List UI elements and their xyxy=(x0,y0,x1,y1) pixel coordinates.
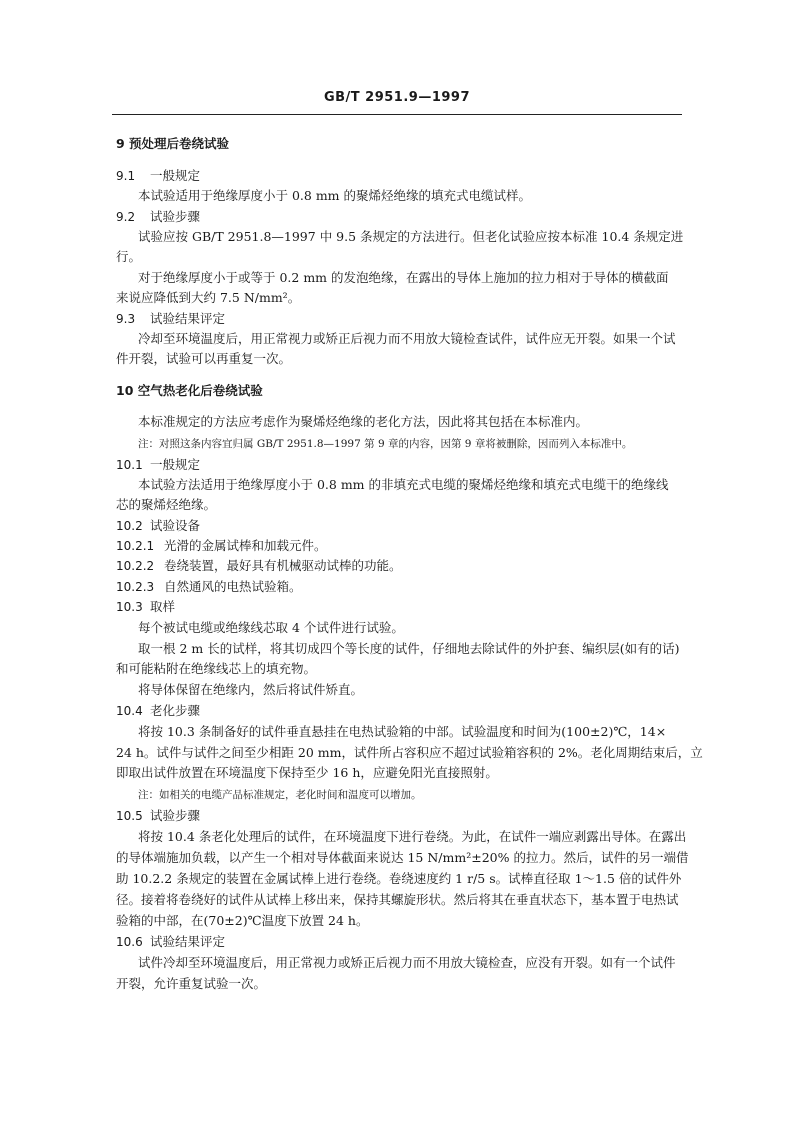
paragraph-line: 试件冷却至环境温度后，用正常视力或矫正后视力而不用放大镜检查，应没有开裂。如有一个试件 xyxy=(138,955,676,970)
paragraph: 将导体保留在绝缘内，然后将试件矫直。 xyxy=(138,682,364,697)
clause-number: 10.2 xyxy=(116,519,143,533)
paragraph-line: 对于绝缘厚度小于或等于 0.2 mm 的发泡绝缘，在露出的导体上施加的拉力相对于导体的横截面 xyxy=(138,270,669,285)
paragraph-line: 冷却至环境温度后，用正常视力或矫正后视力而不用放大镜检查试件，试件应无开裂。如果一个试 xyxy=(138,331,676,346)
section-9-title: 9 预处理后卷绕试验 xyxy=(116,136,230,151)
section-10-title: 10 空气热老化后卷绕试验 xyxy=(116,383,263,398)
clause-10-2-1 xyxy=(116,538,327,554)
clause-title: 卷绕装置，最好具有机械驱动试棒的功能。 xyxy=(164,558,402,573)
clause-number: 10.6 xyxy=(116,935,143,949)
clause-title: 取样 xyxy=(150,599,176,614)
clause-number: 10.2.3 xyxy=(116,580,155,594)
paragraph-line: 件开裂，试验可以再重复一次。 xyxy=(116,351,292,366)
clause-title: 一般规定 xyxy=(150,168,201,183)
paragraph: 每个被试电缆或绝缘线芯取 4 个试件进行试验。 xyxy=(138,620,404,635)
note: 注：如相关的电缆产品标准规定，老化时间和温度可以增加。 xyxy=(138,789,422,801)
clause-10-2-heading xyxy=(116,518,200,534)
clause-9-3-heading xyxy=(116,311,225,327)
clause-number: 10.1 xyxy=(116,458,143,472)
clause-number: 10.2.1 xyxy=(116,539,155,553)
paragraph: 本标准规定的方法应考虑作为聚烯烃绝缘的老化方法，因此将其包括在本标准内。 xyxy=(138,414,589,429)
paragraph-line: 的导体端施加负载，以产生一个相对导体截面来说达 15 N/mm²±20% 的拉力。然后，试件的另一端借 xyxy=(116,850,689,865)
paragraph-line: 径。接着将卷绕好的试件从试棒上移出来，保持其螺旋形状。然后将其在垂直状态下，基本置于电热试 xyxy=(116,892,679,907)
clause-title: 试验结果评定 xyxy=(150,934,226,949)
standard-number-header: GB/T 2951.9—1997 xyxy=(323,90,471,105)
clause-title: 自然通风的电热试验箱。 xyxy=(164,579,302,594)
clause-10-1-heading xyxy=(116,457,200,473)
paragraph-line: 将按 10.3 条制备好的试件垂直悬挂在电热试验箱的中部。试验温度和时间为(100±2)℃，14× xyxy=(138,724,667,739)
clause-number: 10.5 xyxy=(116,809,143,823)
paragraph-line: 即取出试件放置在环境温度下保持至少 16 h，应避免阳光直接照射。 xyxy=(116,765,498,780)
paragraph: 本试验适用于绝缘厚度小于 0.8 mm 的聚烯烃绝缘的填充式电缆试样。 xyxy=(138,188,532,203)
clause-title: 试验步骤 xyxy=(150,209,201,224)
paragraph-line: 本试验方法适用于绝缘厚度小于 0.8 mm 的非填充式电缆的聚烯烃绝缘和填充式电缆干的绝缘线 xyxy=(138,477,669,492)
clause-title: 一般规定 xyxy=(150,457,201,472)
clause-9-2-heading xyxy=(116,209,200,225)
paragraph-line: 将按 10.4 条老化处理后的试件，在环境温度下进行卷绕。为此，在试件一端应剥露出导体。在露出 xyxy=(138,829,687,844)
clause-number: 10.2.2 xyxy=(116,559,155,573)
paragraph-line: 助 10.2.2 条规定的装置在金属试棒上进行卷绕。卷绕速度约 1 r/5 s。试棒直径取 1～1.5 倍的试件外 xyxy=(116,871,682,886)
paragraph-line: 开裂，允许重复试验一次。 xyxy=(116,976,267,991)
clause-number: 10.3 xyxy=(116,600,143,614)
clause-title: 试验设备 xyxy=(150,518,201,533)
paragraph-line: 24 h。试件与试件之间至少相距 20 mm，试件所占容积应不超过试验箱容积的 2%。老化周期结束后，立 xyxy=(116,745,703,760)
paragraph-line: 试验应按 GB/T 2951.8—1997 中 9.5 条规定的方法进行。但老化试验应按本标准 10.4 条规定进 xyxy=(138,229,684,244)
clause-10-2-2 xyxy=(116,558,402,574)
clause-10-6-heading xyxy=(116,934,225,950)
clause-9-1-heading xyxy=(116,168,200,184)
clause-number: 10.4 xyxy=(116,704,143,718)
clause-number: 9.1 xyxy=(116,169,136,183)
clause-number: 9.2 xyxy=(116,210,136,224)
clause-title: 试验结果评定 xyxy=(150,311,226,326)
clause-10-3-heading xyxy=(116,599,175,615)
paragraph-line: 验箱的中部，在(70±2)℃温度下放置 24 h。 xyxy=(116,913,369,928)
paragraph-line: 和可能粘附在绝缘线芯上的填充物。 xyxy=(116,661,317,676)
paragraph-line: 来说应降低到大约 7.5 N/mm²。 xyxy=(116,290,301,305)
paragraph-line: 行。 xyxy=(116,249,142,264)
paragraph-line: 芯的聚烯烃绝缘。 xyxy=(116,497,217,512)
clause-10-5-heading xyxy=(116,808,200,824)
clause-10-4-heading xyxy=(116,703,200,719)
clause-title: 光滑的金属试棒和加载元件。 xyxy=(164,538,327,553)
note: 注：对照这条内容宜归属 GB/T 2951.8—1997 第 9 章的内容，因第 9 章将被删除，因而列入本标准中。 xyxy=(138,438,633,450)
clause-title: 老化步骤 xyxy=(150,703,201,718)
paragraph-line: 取一根 2 m 长的试样，将其切成四个等长度的试件，仔细地去除试件的外护套、编织层(如有的话) xyxy=(138,641,680,656)
header-rule xyxy=(112,114,682,115)
clause-number: 9.3 xyxy=(116,312,136,326)
clause-title: 试验步骤 xyxy=(150,808,201,823)
clause-10-2-3 xyxy=(116,579,302,595)
